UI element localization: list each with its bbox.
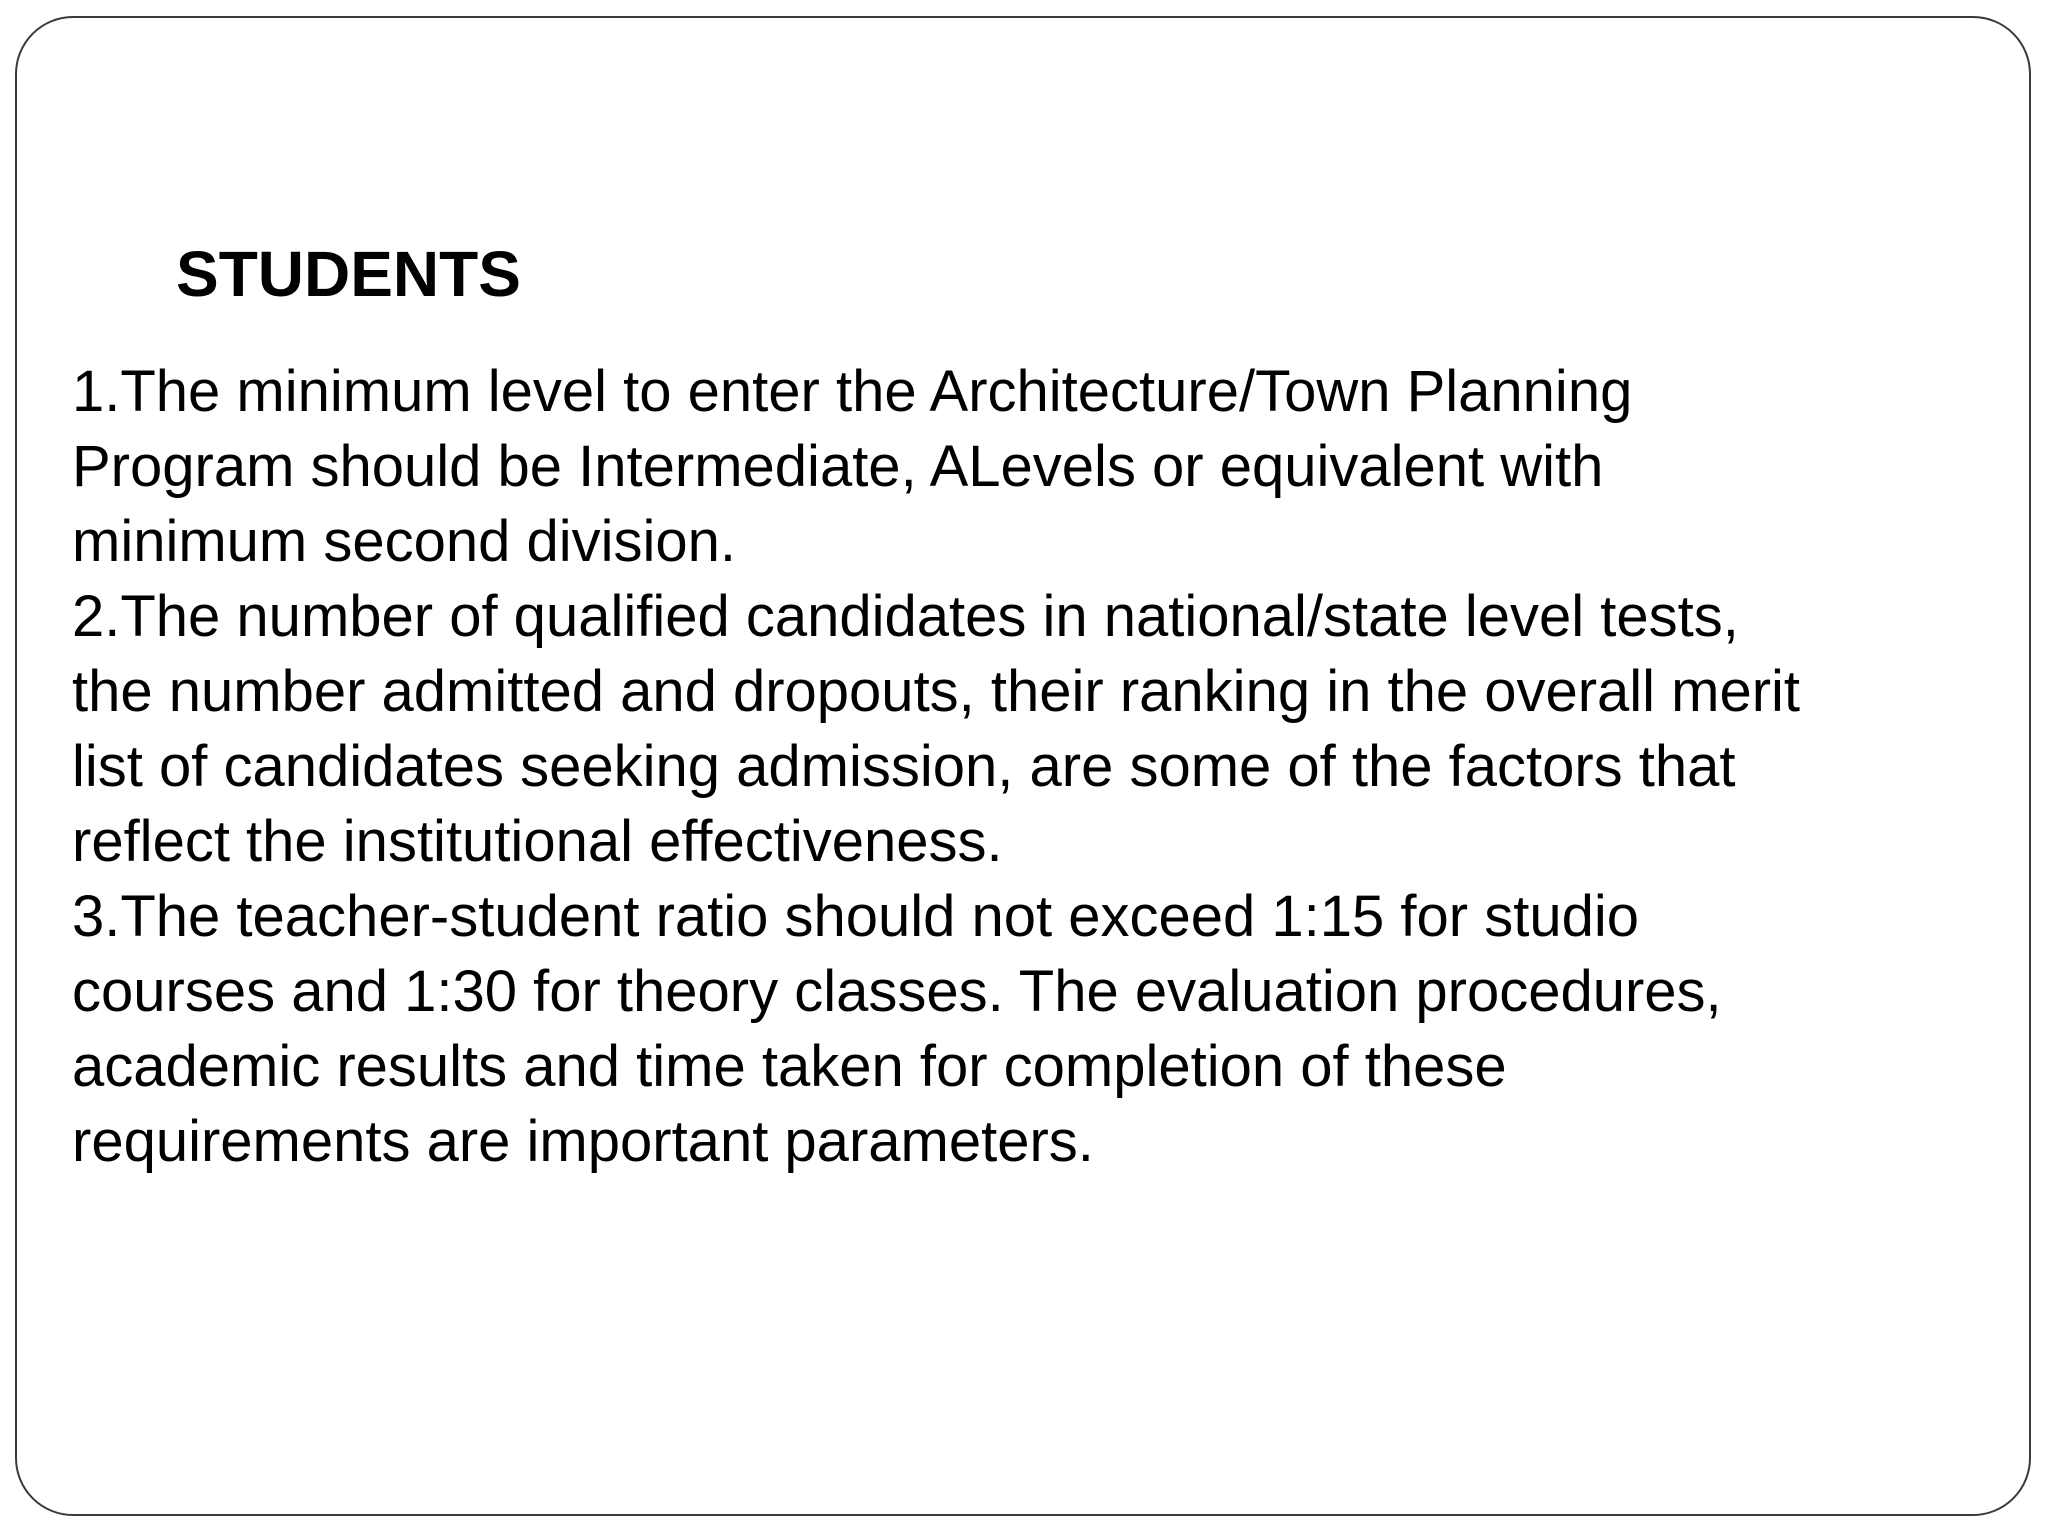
body-line: academic results and time taken for completion of these xyxy=(72,1034,1507,1099)
body-line: the number admitted and dropouts, their ranking in the overall merit xyxy=(72,659,1801,724)
body-line: 2.The number of qualified candidates in national/state level tests, xyxy=(72,584,1739,649)
slide-title: STUDENTS xyxy=(176,238,521,310)
body-line: Program should be Intermediate, ALevels or equivalent with xyxy=(72,434,1604,499)
body-line: requirements are important parameters. xyxy=(72,1109,1094,1174)
body-line: reflect the institutional effectiveness. xyxy=(72,809,1003,874)
body-line: minimum second division. xyxy=(72,509,737,574)
body-line: 1.The minimum level to enter the Architecture/Town Planning xyxy=(72,359,1633,424)
slide-body xyxy=(72,354,2012,1179)
body-line: 3.The teacher-student ratio should not exceed 1:15 for studio xyxy=(72,884,1639,949)
body-line: courses and 1:30 for theory classes. The evaluation procedures, xyxy=(72,959,1722,1024)
body-line: list of candidates seeking admission, are some of the factors that xyxy=(72,734,1736,799)
